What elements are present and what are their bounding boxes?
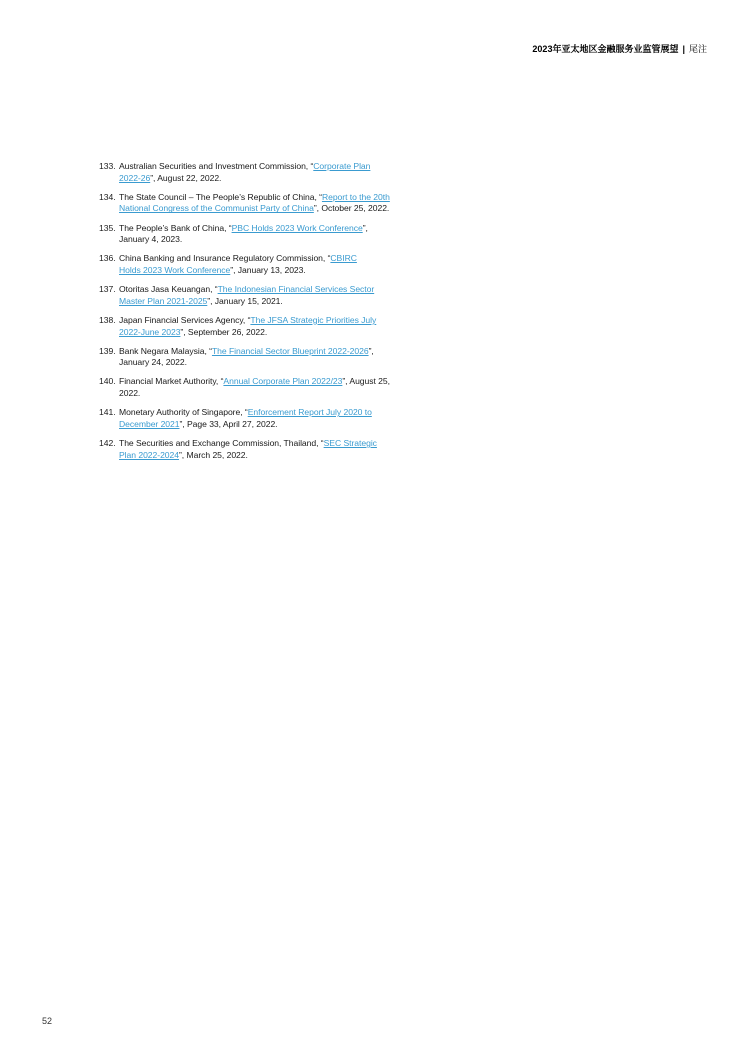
endnote-number: 141. [99, 407, 116, 418]
endnote-link[interactable]: SEC Strategic Plan 2022-2024 [119, 438, 377, 460]
endnote-item [99, 407, 399, 430]
endnote-item [99, 161, 399, 184]
endnote-item [99, 376, 399, 399]
endnote-number: 136. [99, 253, 116, 264]
endnote-number: 139. [99, 345, 116, 356]
section-name: 尾注 [688, 44, 707, 54]
endnote-item [99, 438, 399, 461]
header-separator: | [682, 44, 685, 54]
endnote-text: China Banking and Insurance Regulatory Commission, “CBIRC Holds 2023 Work Conference”, January 13, 2023. [119, 253, 357, 275]
endnote-text: The State Council – The People’s Republic of China, “Report to the 20th National Congress of the Communist Party of China”, October 25, 2022. [119, 191, 390, 214]
endnote-number: 135. [99, 222, 116, 233]
endnote-link[interactable]: PBC Holds 2023 Work Conference [231, 222, 363, 233]
endnote-link[interactable]: Corporate Plan 2022-26 [119, 161, 371, 183]
endnote-text: Monetary Authority of Singapore, “Enforcement Report July 2020 to December 2021”, Page 33, April 27, 2022. [119, 407, 372, 429]
endnote-item [99, 315, 399, 338]
endnote-item [99, 253, 399, 276]
endnote-text: Australian Securities and Investment Commission, “Corporate Plan 2022-26”, August 22, 2022. [119, 161, 371, 183]
endnote-number: 142. [99, 438, 116, 449]
endnote-link[interactable]: CBIRC Holds 2023 Work Conference [119, 253, 357, 275]
endnote-link[interactable]: The Indonesian Financial Services Sector Master Plan 2021-2025 [119, 284, 375, 306]
endnote-text: Financial Market Authority, “Annual Corporate Plan 2022/23”, August 25, 2022. [119, 376, 390, 399]
endnote-text: The Securities and Exchange Commission, Thailand, “SEC Strategic Plan 2022-2024”, March 25, 2022. [119, 438, 377, 460]
endnotes-list [99, 161, 399, 469]
endnote-number: 137. [99, 284, 116, 295]
endnote-number: 138. [99, 314, 116, 325]
endnote-text: The People’s Bank of China, “PBC Holds 2023 Work Conference”, January 4, 2023. [119, 222, 368, 245]
page-number: 52 [42, 1016, 53, 1026]
endnote-link[interactable]: Annual Corporate Plan 2022/23 [223, 376, 343, 387]
running-header [532, 42, 707, 55]
endnote-link[interactable]: The JFSA Strategic Priorities July 2022-June 2023 [119, 314, 377, 337]
endnote-link[interactable]: Enforcement Report July 2020 to December 2021 [119, 407, 372, 429]
report-title: 2023年亚太地区金融服务业监管展望 [532, 44, 679, 54]
endnote-item [99, 223, 399, 246]
endnote-item [99, 346, 399, 369]
endnote-link[interactable]: Report to the 20th National Congress of the Communist Party of China [119, 191, 390, 214]
endnote-link[interactable]: The Financial Sector Blueprint 2022-2026 [211, 345, 369, 356]
endnote-text: Otoritas Jasa Keuangan, “The Indonesian Financial Services Sector Master Plan 2021-2025”, January 15, 2021. [119, 284, 375, 306]
endnote-text: Bank Negara Malaysia, “The Financial Sector Blueprint 2022-2026”, January 24, 2022. [119, 345, 374, 368]
endnote-number: 133. [99, 161, 116, 171]
endnote-item [99, 192, 399, 215]
endnote-number: 134. [99, 191, 116, 202]
endnote-item [99, 284, 399, 307]
endnote-number: 140. [99, 376, 116, 387]
endnote-text: Japan Financial Services Agency, “The JFSA Strategic Priorities July 2022-June 2023”, September 26, 2022. [119, 314, 377, 337]
